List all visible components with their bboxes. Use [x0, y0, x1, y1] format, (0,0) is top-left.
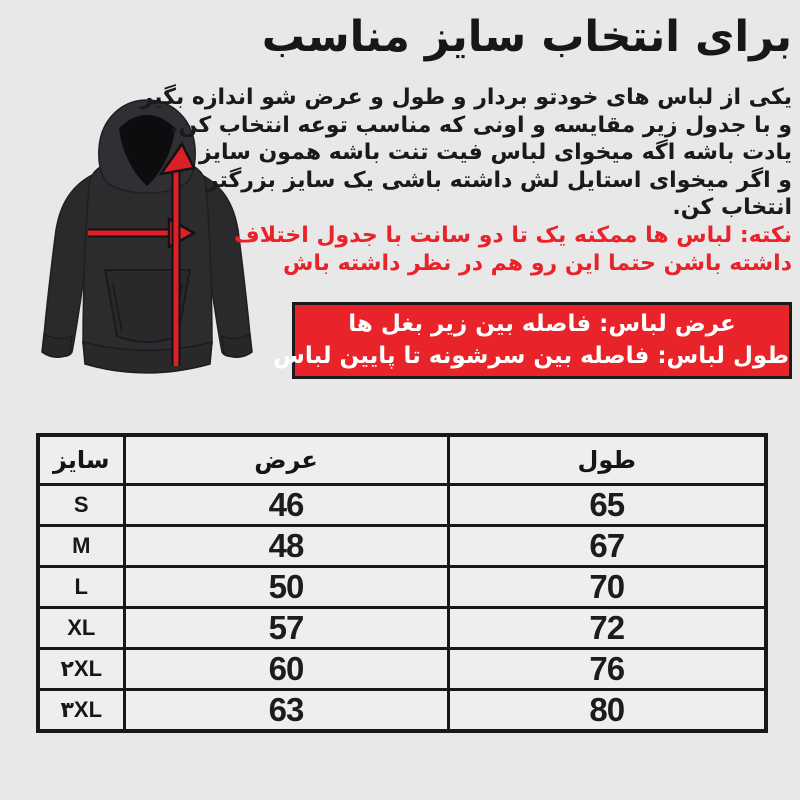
- column-header-length: طول: [448, 435, 766, 485]
- table-row: [38, 485, 766, 526]
- column-header-width: عرض: [124, 435, 448, 485]
- note-line: نکته: لباس ها ممکنه یک تا دو سانت با جدول اختلاف: [234, 223, 792, 248]
- length-cell: 67: [448, 526, 766, 567]
- length-cell: 80: [448, 690, 766, 732]
- table-row: [38, 690, 766, 732]
- intro-line: و اگر میخوای استایل لش داشته باشی یک سایز بزرگتر: [205, 167, 792, 193]
- intro-line: انتخاب کن.: [672, 195, 792, 220]
- width-cell: 63: [124, 690, 448, 732]
- table-header-row: [38, 435, 766, 485]
- column-header-size: سایز: [38, 435, 124, 485]
- size-cell: ۲XL: [38, 649, 124, 690]
- width-cell: 46: [124, 485, 448, 526]
- width-cell: 50: [124, 567, 448, 608]
- length-cell: 65: [448, 485, 766, 526]
- length-definition: طول لباس: فاصله بین سرشونه تا پایین لباس: [273, 343, 789, 369]
- size-cell: XL: [38, 608, 124, 649]
- size-cell: ۳XL: [38, 690, 124, 732]
- intro-line: یادت باشه اگه میخوای لباس فیت تنت باشه همون سایز: [199, 140, 792, 165]
- length-cell: 76: [448, 649, 766, 690]
- intro-line: یکی از لباس های خودتو بردار و طول و عرض شو اندازه بگیر: [140, 85, 792, 110]
- page-title: برای انتخاب سایز مناسب: [261, 12, 792, 62]
- intro-line: و با جدول زیر مقایسه و اونی که مناسب توعه انتخاب کن.: [170, 112, 792, 138]
- table-row: [38, 567, 766, 608]
- table-row: [38, 526, 766, 567]
- length-cell: 72: [448, 608, 766, 649]
- size-cell: M: [38, 526, 124, 567]
- width-cell: 57: [124, 608, 448, 649]
- size-cell: L: [38, 567, 124, 608]
- note-line: داشته باشن حتما این رو هم در نظر داشته باش: [283, 250, 792, 276]
- width-definition: عرض لباس: فاصله بین زیر بغل ها: [348, 311, 736, 337]
- width-cell: 60: [124, 649, 448, 690]
- size-table: [36, 433, 768, 733]
- intro-text: [140, 84, 792, 222]
- note-text: [232, 222, 792, 277]
- definitions-box: [273, 302, 792, 379]
- table-row: [38, 608, 766, 649]
- size-cell: S: [38, 485, 124, 526]
- table-row: [38, 649, 766, 690]
- length-cell: 70: [448, 567, 766, 608]
- width-cell: 48: [124, 526, 448, 567]
